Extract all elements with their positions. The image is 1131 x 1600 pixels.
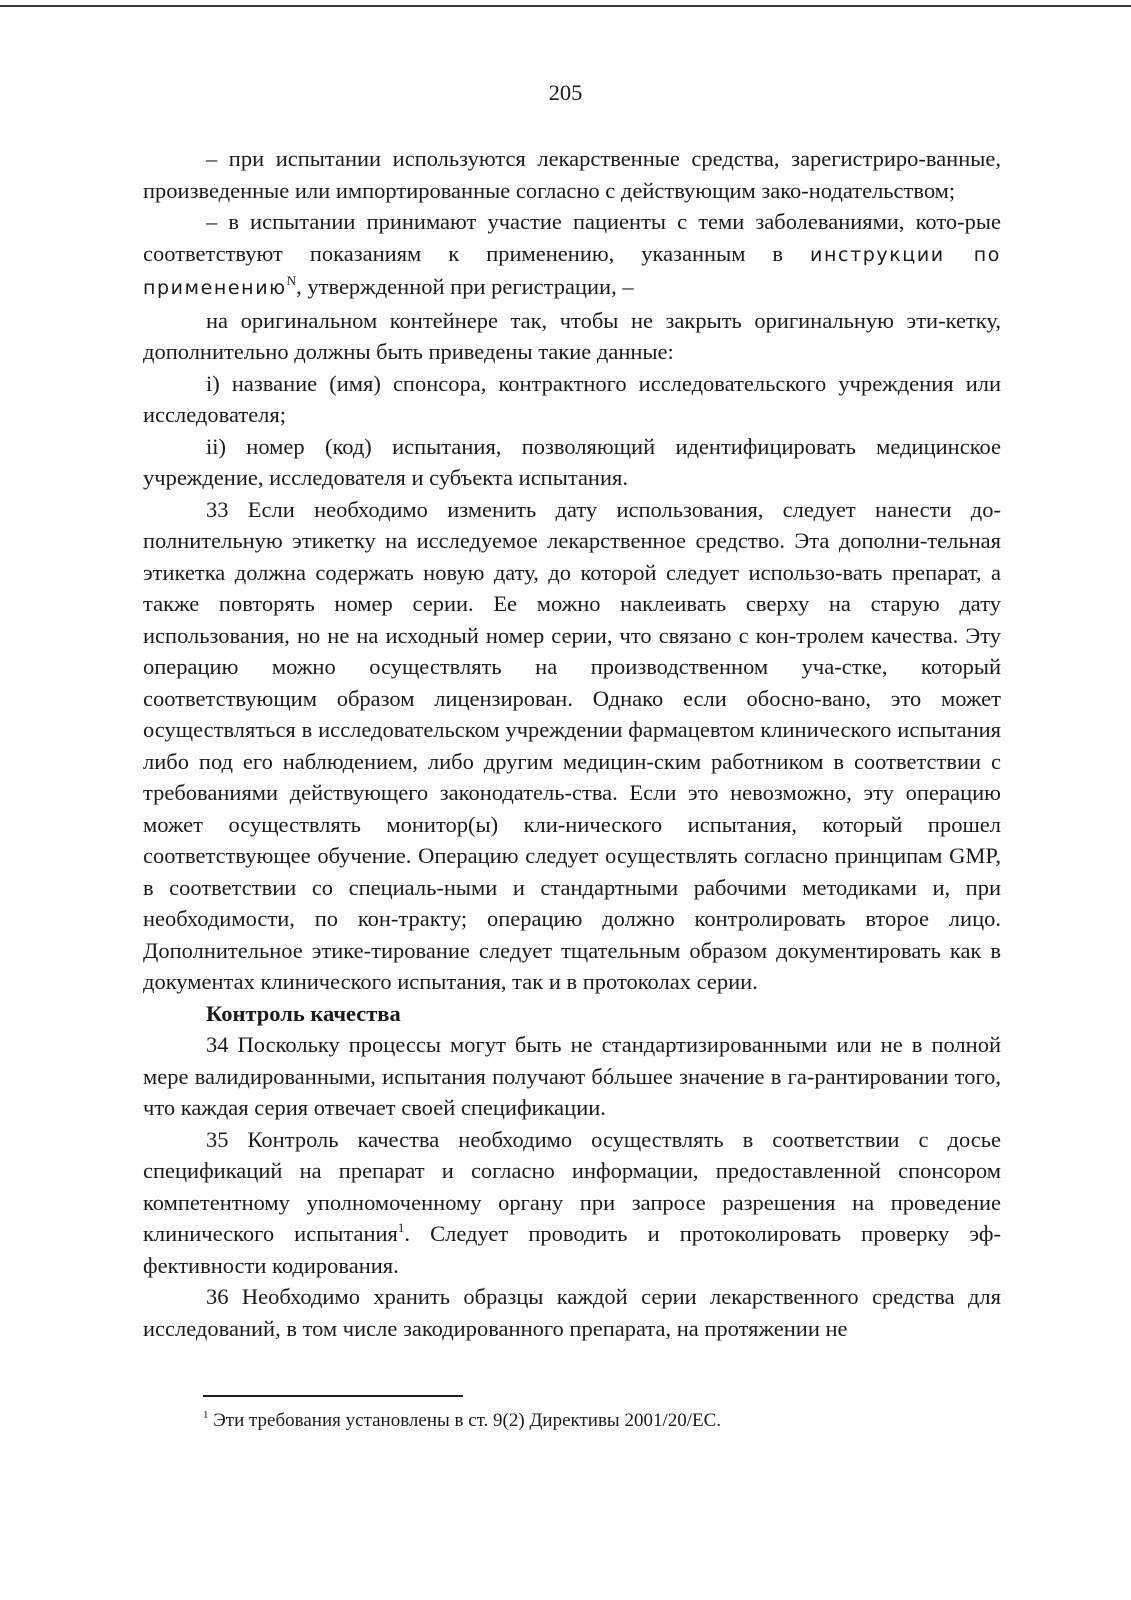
paragraph-35-text: 35 Контроль качества необходимо осуществлять в соответствии с досье спецификаций на препарат и согласно информации, предоставленной спонсором компетентному уполномоченному органу при запросе разрешения на проведение клинического испытания — [143, 1126, 1001, 1246]
item-ii: ii) номер (код) испытания, позволяющий идентифицировать медицинское учреждение, исследователя и субъекта испытания. — [143, 433, 1001, 490]
paragraph-35 — [143, 1124, 1001, 1282]
body-text — [143, 143, 1001, 1344]
footnote — [203, 1410, 721, 1432]
bullet-patients-indications — [143, 206, 1001, 305]
bullet-2-tail: , утвержденной при регистрации, – — [296, 274, 634, 299]
bullet-registered-drugs: – при испытании используются лекарственные средства, зарегистриро-ванные, произведенные или импортированные согласно с действующим зако-нодательством; — [143, 146, 1001, 203]
instruction-term: инструкции по применению — [143, 243, 1001, 299]
footnote-separator — [203, 1395, 463, 1397]
page-number: 205 — [548, 80, 583, 105]
paragraph-34: 34 Поскольку процессы могут быть не стандартизированными или не в полной мере валидированными, испытания получают бóльшее значение в га-рантировании того, что каждая серия отвечает своей спецификации. — [143, 1032, 1001, 1120]
paragraph-33: 33 Если необходимо изменить дату использования, следует нанести до-полнительную этикетку на исследуемое лекарственное средство. Эта дополни-тельная этикетка должна содержать новую дату, до которой следует использо-вать препарат, а также повторять номер серии. Ее можно наклеивать сверху на старую дату использования, но не на исходный номер серии, что связано с кон-тролем качества. Эту операцию можно осуществлять на производственном уча-стке, который соответствующим образом лицензирован. Однако если обосно-вано, это может осуществляться в исследовательском учреждении фармацевтом клинического испытания либо под его наблюдением, либо другим медицин-ским работником в соответствии с требованиями действующего законодатель-ства. Если это невозможно, эту операцию может осуществлять монитор(ы) кли-нического испытания, который прошел соответствующее обучение. Операцию следует осуществлять согласно принципам GMP, в соответствии со специаль-ными и стандартными рабочими методиками и, при необходимости, по кон-тракту; операцию должно контролировать второе лицо. Дополнительное этике-тирование следует тщательным образом документировать как в документах клинического испытания, так и в протоколах серии. — [143, 496, 1001, 994]
top-border-line — [0, 5, 1131, 7]
section-heading-quality-control: Контроль качества — [206, 1000, 401, 1026]
item-i: i) название (имя) спонсора, контрактного исследовательского учреждения или исследователя; — [143, 370, 1001, 427]
footnote-marker: 1 — [203, 1409, 209, 1421]
container-intro: на оригинальном контейнере так, чтобы не закрыть оригинальную эти-кетку, дополнительно должны быть приведены такие данные: — [143, 307, 1001, 364]
footnote-text: Эти требования установлены в ст. 9(2) Директивы 2001/20/ЕС. — [208, 1410, 722, 1431]
footnote-reference: 1 — [397, 1220, 405, 1235]
superscript-n: N — [286, 273, 297, 288]
paragraph-36: 36 Необходимо хранить образцы каждой серии лекарственного средства для исследований, в том числе закодированного препарата, на протяжении не — [143, 1284, 1001, 1341]
paragraph-35-tail: . Следует проводить и протоколировать проверку эф-фективности кодирования. — [143, 1221, 1001, 1278]
bullet-2-text: – в испытании принимают участие пациенты с теми заболеваниями, кото-рые соответствуют показаниям к применению, указанным в — [143, 209, 1001, 266]
